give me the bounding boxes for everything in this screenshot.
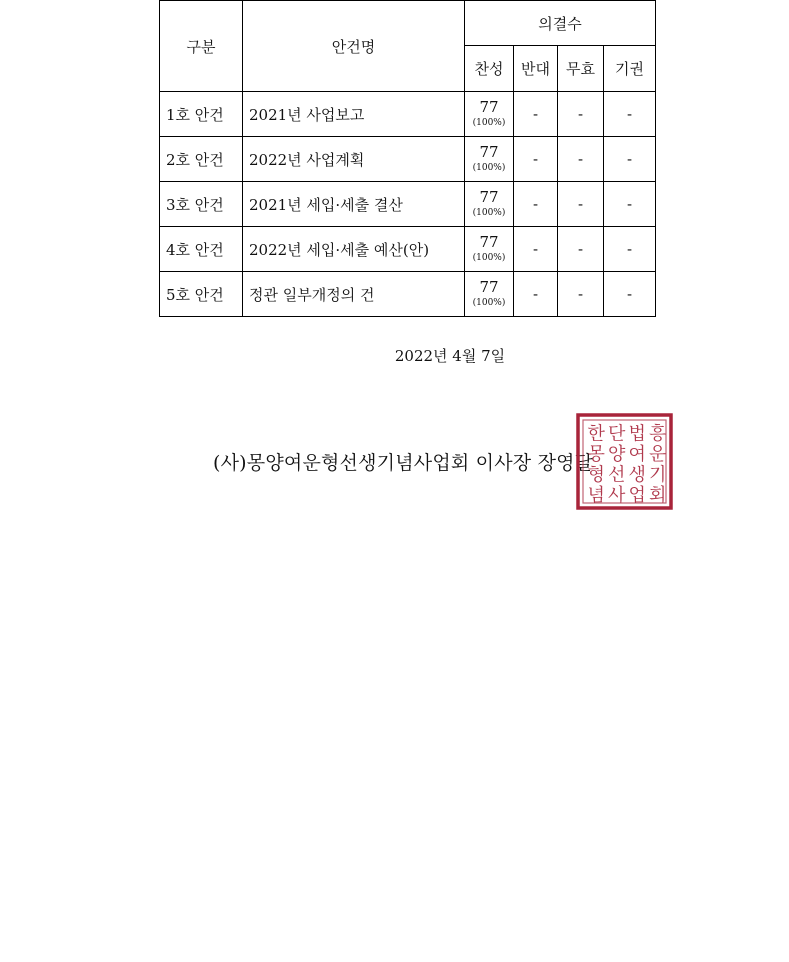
header-votes: 의결수 bbox=[465, 1, 656, 46]
table-row bbox=[160, 272, 656, 317]
seal-glyph: 양 bbox=[608, 443, 626, 465]
header-for: 찬성 bbox=[465, 46, 514, 92]
for-percent: (100%) bbox=[472, 163, 506, 173]
for-count: 77 bbox=[479, 143, 499, 161]
for-cell bbox=[465, 92, 514, 137]
seal-glyph: 회 bbox=[649, 484, 667, 506]
for-percent: (100%) bbox=[472, 253, 506, 263]
for-count: 77 bbox=[479, 278, 499, 296]
official-seal-stamp bbox=[576, 413, 673, 510]
signatory-line: (사)몽양여운형선생기념사업회 이사장 장영달 bbox=[213, 452, 594, 474]
for-percent: (100%) bbox=[472, 208, 506, 218]
header-invalid: 무효 bbox=[558, 46, 604, 92]
seal-glyph: 여 bbox=[628, 443, 646, 465]
header-agenda-name: 안건명 bbox=[243, 1, 465, 92]
seal-characters bbox=[588, 422, 667, 506]
for-cell bbox=[465, 272, 514, 317]
for-cell bbox=[465, 137, 514, 182]
abstain-count: - bbox=[604, 182, 656, 227]
seal-glyph: 형 bbox=[587, 464, 605, 486]
header-against: 반대 bbox=[514, 46, 558, 92]
agenda-name: 2021년 세입·세출 결산 bbox=[243, 182, 465, 227]
for-count: 77 bbox=[479, 188, 499, 206]
seal-glyph: 운 bbox=[649, 443, 667, 465]
seal-glyph: 선 bbox=[608, 464, 626, 486]
agenda-item-label: 1호 안건 bbox=[160, 92, 243, 137]
invalid-count: - bbox=[558, 227, 604, 272]
against-count: - bbox=[514, 92, 558, 137]
agenda-item-label: 2호 안건 bbox=[160, 137, 243, 182]
for-percent: (100%) bbox=[472, 118, 506, 128]
abstain-count: - bbox=[604, 92, 656, 137]
table-row bbox=[160, 182, 656, 227]
against-count: - bbox=[514, 182, 558, 227]
invalid-count: - bbox=[558, 137, 604, 182]
seal-glyph: 념 bbox=[587, 484, 605, 506]
agenda-name: 2021년 사업보고 bbox=[243, 92, 465, 137]
for-count: 77 bbox=[479, 98, 499, 116]
seal-glyph: 법 bbox=[628, 423, 646, 445]
seal-glyph: 한 bbox=[587, 423, 605, 445]
seal-glyph: 생 bbox=[628, 464, 646, 486]
agenda-name: 2022년 사업계획 bbox=[243, 137, 465, 182]
agenda-name: 정관 일부개정의 건 bbox=[243, 272, 465, 317]
seal-glyph: 사 bbox=[608, 484, 626, 506]
seal-glyph: 단 bbox=[608, 423, 626, 445]
against-count: - bbox=[514, 227, 558, 272]
invalid-count: - bbox=[558, 182, 604, 227]
abstain-count: - bbox=[604, 137, 656, 182]
document-date: 2022년 4월 7일 bbox=[394, 347, 506, 365]
against-count: - bbox=[514, 272, 558, 317]
table-row bbox=[160, 137, 656, 182]
seal-glyph: 업 bbox=[628, 484, 646, 506]
against-count: - bbox=[514, 137, 558, 182]
table-header-row bbox=[160, 1, 656, 46]
agenda-item-label: 4호 안건 bbox=[160, 227, 243, 272]
seal-glyph: 기 bbox=[649, 464, 667, 486]
abstain-count: - bbox=[604, 272, 656, 317]
for-percent: (100%) bbox=[472, 298, 506, 308]
for-count: 77 bbox=[479, 233, 499, 251]
header-division: 구분 bbox=[160, 1, 243, 92]
abstain-count: - bbox=[604, 227, 656, 272]
invalid-count: - bbox=[558, 272, 604, 317]
for-cell bbox=[465, 182, 514, 227]
for-cell bbox=[465, 227, 514, 272]
seal-glyph: 흥 bbox=[649, 423, 667, 445]
seal-glyph: 몽 bbox=[587, 443, 605, 465]
agenda-item-label: 3호 안건 bbox=[160, 182, 243, 227]
agenda-item-label: 5호 안건 bbox=[160, 272, 243, 317]
table-row bbox=[160, 92, 656, 137]
header-abstain: 기권 bbox=[604, 46, 656, 92]
resolution-table bbox=[159, 0, 656, 317]
agenda-name: 2022년 세입·세출 예산(안) bbox=[243, 227, 465, 272]
table-row bbox=[160, 227, 656, 272]
invalid-count: - bbox=[558, 92, 604, 137]
